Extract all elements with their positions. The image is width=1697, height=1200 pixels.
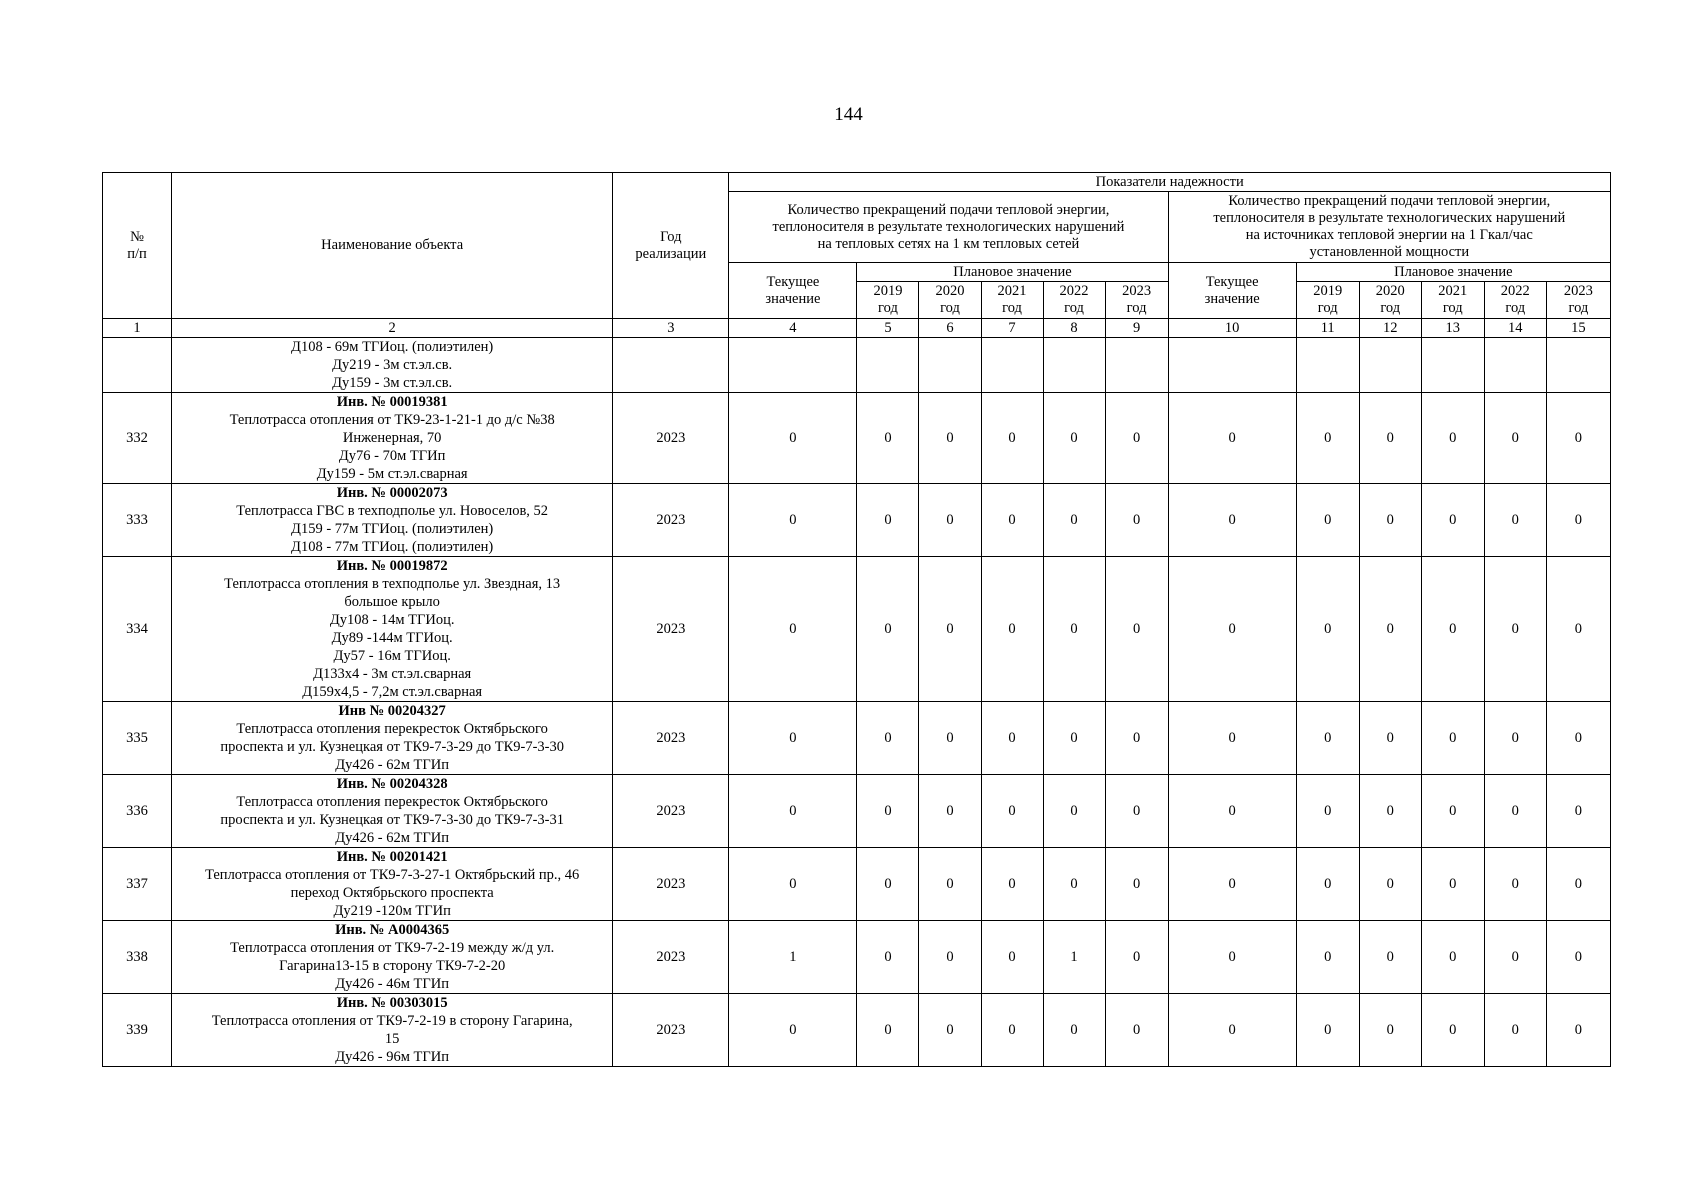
indicator-value: 0 — [1421, 775, 1484, 848]
page-number: 144 — [834, 104, 863, 125]
implementation-year: 2023 — [613, 393, 729, 484]
column-number: 15 — [1546, 319, 1610, 338]
object-description-line: Ду219 - 3м ст.эл.св. — [332, 357, 453, 373]
indicator-value: 0 — [919, 393, 981, 484]
table-row — [103, 994, 1611, 1067]
indicator-value: 0 — [981, 484, 1043, 557]
table-row — [103, 702, 1611, 775]
header-planned-value-b: Плановое значение — [1296, 263, 1610, 282]
indicator-value: 0 — [1546, 994, 1610, 1067]
object-description-line: Ду159 - 5м ст.эл.сварная — [316, 466, 468, 482]
table-row — [103, 393, 1611, 484]
column-number: 5 — [857, 319, 919, 338]
header-planned-value-a: Плановое значение — [857, 263, 1168, 282]
table-row — [103, 557, 1611, 702]
object-description-line: Теплотрасса отопления от ТК9-7-3-27-1 Октябрьский пр., 46 — [205, 867, 580, 883]
object-description-line: Ду76 - 70м ТГИп — [338, 448, 446, 464]
indicator-value: 0 — [1546, 393, 1610, 484]
indicator-value: 0 — [1546, 848, 1610, 921]
indicator-value: 0 — [1421, 393, 1484, 484]
indicator-value: 0 — [981, 775, 1043, 848]
indicator-value: 0 — [857, 557, 919, 702]
indicator-value: 0 — [1296, 994, 1359, 1067]
indicator-value: 0 — [919, 848, 981, 921]
header-year-2020-a: 2020 год — [919, 282, 981, 319]
indicator-value — [1296, 338, 1359, 393]
column-number: 6 — [919, 319, 981, 338]
implementation-year: 2023 — [613, 921, 729, 994]
indicator-value: 0 — [1296, 557, 1359, 702]
object-description-line: Теплотрасса отопления от ТК9-7-2-19 в сторону Гагарина, — [211, 1013, 573, 1029]
object-description-line: Ду57 - 16м ТГИоц. — [333, 648, 451, 664]
column-number: 8 — [1043, 319, 1105, 338]
indicator-value — [919, 338, 981, 393]
column-number: 14 — [1484, 319, 1546, 338]
indicator-value: 0 — [857, 393, 919, 484]
inventory-number: Инв. № 00019381 — [336, 394, 448, 410]
indicator-value — [1359, 338, 1421, 393]
table-header — [103, 173, 1611, 338]
table-body — [103, 338, 1611, 1067]
indicator-value: 0 — [1168, 702, 1296, 775]
indicator-value: 0 — [729, 775, 857, 848]
object-name-cell — [172, 994, 613, 1067]
indicator-value: 0 — [1043, 484, 1105, 557]
indicator-value: 0 — [1359, 921, 1421, 994]
indicator-value: 0 — [1359, 994, 1421, 1067]
indicator-value: 0 — [1296, 921, 1359, 994]
indicator-value: 0 — [981, 557, 1043, 702]
table-row — [103, 848, 1611, 921]
implementation-year: 2023 — [613, 994, 729, 1067]
indicator-value: 0 — [729, 848, 857, 921]
object-description-line: Теплотрасса ГВС в техподполье ул. Новоселов, 52 — [236, 503, 549, 519]
implementation-year: 2023 — [613, 775, 729, 848]
column-number: 3 — [613, 319, 729, 338]
indicator-value: 0 — [981, 848, 1043, 921]
header-year-2021-a: 2021 год — [981, 282, 1043, 319]
indicator-value: 0 — [1168, 921, 1296, 994]
table-row — [103, 775, 1611, 848]
indicator-value: 0 — [1359, 393, 1421, 484]
object-description-line: Ду426 - 96м ТГИп — [335, 1049, 450, 1065]
indicator-value: 0 — [1043, 702, 1105, 775]
object-description-line: Инженерная, 70 — [342, 430, 442, 446]
indicator-value: 0 — [1105, 775, 1168, 848]
indicator-value: 0 — [1421, 702, 1484, 775]
indicator-value: 0 — [1105, 557, 1168, 702]
indicator-value: 0 — [1484, 994, 1546, 1067]
column-number: 13 — [1421, 319, 1484, 338]
indicator-value: 0 — [1484, 393, 1546, 484]
indicator-value: 0 — [1043, 393, 1105, 484]
header-current-value-b: Текущее значение — [1168, 263, 1296, 319]
indicator-value: 0 — [1043, 557, 1105, 702]
indicator-value: 0 — [1546, 775, 1610, 848]
indicator-value: 0 — [1484, 921, 1546, 994]
table-row — [103, 921, 1611, 994]
header-year-2019-b: 2019 год — [1296, 282, 1359, 319]
object-name-cell — [172, 848, 613, 921]
indicator-value: 1 — [729, 921, 857, 994]
row-number: 339 — [103, 994, 172, 1067]
indicator-value — [1421, 338, 1484, 393]
indicator-value: 0 — [1546, 921, 1610, 994]
indicator-value: 0 — [1105, 702, 1168, 775]
indicator-value: 0 — [1168, 557, 1296, 702]
header-group-sources: Количество прекращений подачи тепловой энергии, теплоносителя в результате технологических нарушений на источниках тепловой энергии на 1 Гкал/час установленной мощности — [1168, 192, 1610, 263]
header-year-2022-a: 2022 год — [1043, 282, 1105, 319]
implementation-year: 2023 — [613, 848, 729, 921]
implementation-year — [613, 338, 729, 393]
implementation-year: 2023 — [613, 484, 729, 557]
indicator-value: 0 — [1484, 557, 1546, 702]
object-description-line: проспекта и ул. Кузнецкая от ТК9-7-3-29 до ТК9-7-3-30 — [220, 739, 564, 755]
indicator-value: 0 — [1421, 921, 1484, 994]
indicator-value: 0 — [857, 848, 919, 921]
object-name-cell — [172, 393, 613, 484]
header-year: Год реализации — [613, 173, 729, 319]
indicator-value: 0 — [1484, 702, 1546, 775]
indicator-value — [981, 338, 1043, 393]
header-num: № п/п — [103, 173, 172, 319]
indicator-value: 0 — [1296, 775, 1359, 848]
indicator-value: 0 — [919, 484, 981, 557]
indicator-value — [1168, 338, 1296, 393]
object-description-line: большое крыло — [344, 594, 440, 610]
object-description-line: Гагарина13-15 в сторону ТК9-7-2-20 — [279, 958, 506, 974]
object-name-cell — [172, 775, 613, 848]
header-year-2023-b: 2023 год — [1546, 282, 1610, 319]
indicator-value: 0 — [1421, 848, 1484, 921]
inventory-number: Инв. № 00002073 — [336, 485, 448, 501]
object-description-line: Ду426 - 62м ТГИп — [335, 830, 450, 846]
object-description-line: Ду159 - 3м ст.эл.св. — [332, 375, 453, 391]
indicator-value: 0 — [857, 775, 919, 848]
indicator-value: 0 — [1421, 484, 1484, 557]
header-current-value-a: Текущее значение — [729, 263, 857, 319]
header-reliability-indicators: Показатели надежности — [729, 173, 1611, 192]
indicator-value — [1484, 338, 1546, 393]
indicator-value: 0 — [1484, 484, 1546, 557]
inventory-number: Инв. № А0004365 — [335, 922, 450, 938]
indicator-value: 0 — [981, 921, 1043, 994]
indicator-value: 0 — [729, 484, 857, 557]
column-number: 11 — [1296, 319, 1359, 338]
indicator-value — [1105, 338, 1168, 393]
indicator-value: 0 — [919, 994, 981, 1067]
object-description-line: Теплотрасса отопления перекресток Октябрьского — [236, 721, 548, 737]
indicator-value — [1546, 338, 1610, 393]
indicator-value: 0 — [1043, 775, 1105, 848]
object-name-cell — [172, 702, 613, 775]
row-number: 332 — [103, 393, 172, 484]
indicator-value: 0 — [1105, 484, 1168, 557]
indicator-value: 0 — [1168, 775, 1296, 848]
implementation-year: 2023 — [613, 702, 729, 775]
object-description-line: Д159х4,5 - 7,2м ст.эл.сварная — [302, 684, 483, 700]
indicator-value: 0 — [1359, 484, 1421, 557]
row-number: 333 — [103, 484, 172, 557]
indicator-value: 0 — [1359, 557, 1421, 702]
object-description-line: Д159 - 77м ТГИоц. (полиэтилен) — [291, 521, 494, 537]
row-number: 338 — [103, 921, 172, 994]
indicator-value: 0 — [729, 994, 857, 1067]
object-name-cell — [172, 921, 613, 994]
table-row — [103, 484, 1611, 557]
column-number: 10 — [1168, 319, 1296, 338]
indicator-value: 0 — [1484, 848, 1546, 921]
object-name-cell — [172, 557, 613, 702]
header-year-2021-b: 2021 год — [1421, 282, 1484, 319]
row-number: 337 — [103, 848, 172, 921]
indicator-value: 0 — [857, 484, 919, 557]
indicator-value: 0 — [729, 702, 857, 775]
column-number-row — [103, 319, 1611, 338]
object-description-line: Ду426 - 62м ТГИп — [335, 757, 450, 773]
indicator-value: 0 — [1546, 557, 1610, 702]
row-number: 335 — [103, 702, 172, 775]
indicator-value: 0 — [857, 921, 919, 994]
object-description-line: проспекта и ул. Кузнецкая от ТК9-7-3-30 до ТК9-7-3-31 — [220, 812, 564, 828]
indicator-value: 0 — [1105, 921, 1168, 994]
object-description-line: Ду108 - 14м ТГИоц. — [329, 612, 455, 628]
indicator-value: 0 — [1168, 994, 1296, 1067]
column-number: 4 — [729, 319, 857, 338]
object-description-line: Теплотрасса отопления от ТК9-7-2-19 между ж/д ул. — [230, 940, 555, 956]
indicator-value: 0 — [919, 921, 981, 994]
header-group-networks: Количество прекращений подачи тепловой энергии, теплоносителя в результате технологических нарушений на тепловых сетях на 1 км тепловых сетей — [729, 192, 1168, 263]
indicator-value: 0 — [1105, 994, 1168, 1067]
indicator-value: 0 — [1546, 484, 1610, 557]
indicator-value — [857, 338, 919, 393]
indicator-value: 1 — [1043, 921, 1105, 994]
inventory-number: Инв. № 00019872 — [336, 558, 448, 574]
header-object-name: Наименование объекта — [172, 173, 613, 319]
indicator-value: 0 — [1296, 848, 1359, 921]
inventory-number: Инв. № 00204328 — [336, 776, 448, 792]
header-year-2020-b: 2020 год — [1359, 282, 1421, 319]
indicator-value: 0 — [1105, 848, 1168, 921]
object-description-line: Д108 - 77м ТГИоц. (полиэтилен) — [291, 539, 494, 555]
indicator-value: 0 — [919, 702, 981, 775]
indicator-value: 0 — [981, 994, 1043, 1067]
header-year-2023-a: 2023 год — [1105, 282, 1168, 319]
indicator-value: 0 — [1484, 775, 1546, 848]
indicator-value: 0 — [919, 775, 981, 848]
object-description-line: Ду426 - 46м ТГИп — [335, 976, 450, 992]
indicator-value: 0 — [1296, 393, 1359, 484]
indicator-value: 0 — [1359, 848, 1421, 921]
object-description-line: Теплотрасса отопления перекресток Октябрьского — [236, 794, 548, 810]
inventory-number: Инв № 00204327 — [338, 703, 446, 719]
indicator-value: 0 — [1043, 994, 1105, 1067]
column-number: 9 — [1105, 319, 1168, 338]
indicator-value: 0 — [919, 557, 981, 702]
indicator-value: 0 — [1168, 848, 1296, 921]
indicator-value: 0 — [1296, 702, 1359, 775]
indicator-value: 0 — [857, 702, 919, 775]
column-number: 1 — [103, 319, 172, 338]
indicator-value: 0 — [1421, 557, 1484, 702]
indicator-value: 0 — [1421, 994, 1484, 1067]
header-year-2019-a: 2019 год — [857, 282, 919, 319]
object-description-line: Ду219 -120м ТГИп — [333, 903, 451, 919]
object-name-cell — [172, 338, 613, 393]
inventory-number: Инв. № 00303015 — [336, 995, 448, 1011]
object-description-line: переход Октябрьского проспекта — [290, 885, 494, 901]
column-number: 12 — [1359, 319, 1421, 338]
inventory-number: Инв. № 00201421 — [336, 849, 448, 865]
row-number — [103, 338, 172, 393]
object-description-line: 15 — [384, 1031, 400, 1047]
indicator-value: 0 — [981, 393, 1043, 484]
table-row — [103, 338, 1611, 393]
column-number: 7 — [981, 319, 1043, 338]
object-description-line: Ду89 -144м ТГИоц. — [331, 630, 453, 646]
indicator-value: 0 — [1359, 702, 1421, 775]
object-name-cell — [172, 484, 613, 557]
object-description-line: Д133х4 - 3м ст.эл.сварная — [313, 666, 472, 682]
indicator-value: 0 — [729, 557, 857, 702]
row-number: 334 — [103, 557, 172, 702]
indicator-value — [729, 338, 857, 393]
indicator-value — [1043, 338, 1105, 393]
indicator-value: 0 — [729, 393, 857, 484]
implementation-year: 2023 — [613, 557, 729, 702]
column-number: 2 — [172, 319, 613, 338]
header-year-2022-b: 2022 год — [1484, 282, 1546, 319]
indicator-value: 0 — [981, 702, 1043, 775]
reliability-table — [102, 172, 1611, 1067]
indicator-value: 0 — [1105, 393, 1168, 484]
indicator-value: 0 — [857, 994, 919, 1067]
indicator-value: 0 — [1168, 484, 1296, 557]
indicator-value: 0 — [1546, 702, 1610, 775]
object-description-line: Теплотрасса отопления в техподполье ул. Звездная, 13 — [224, 576, 561, 592]
indicator-value: 0 — [1168, 393, 1296, 484]
indicator-value: 0 — [1296, 484, 1359, 557]
row-number: 336 — [103, 775, 172, 848]
indicator-value: 0 — [1359, 775, 1421, 848]
object-description-line: Д108 - 69м ТГИоц. (полиэтилен) — [291, 339, 494, 355]
indicator-value: 0 — [1043, 848, 1105, 921]
object-description-line: Теплотрасса отопления от ТК9-23-1-21-1 до д/с №38 — [229, 412, 555, 428]
